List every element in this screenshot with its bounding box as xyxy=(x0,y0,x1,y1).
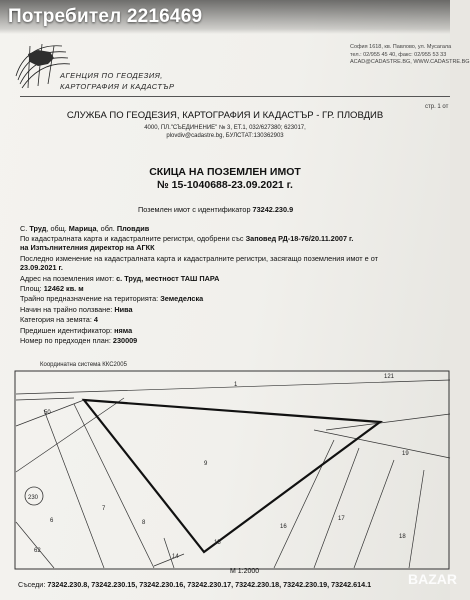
address-value: с. Труд, местност ТАШ ПАРА xyxy=(116,274,220,283)
map-scale: М 1:2000 xyxy=(230,568,260,575)
map-frame xyxy=(15,371,449,569)
approval-line xyxy=(20,234,353,243)
approval-order: Заповед РД-18-76/20.11.2007 г. xyxy=(245,234,354,243)
parcel-label: 16 xyxy=(280,524,287,530)
contact-line-3: ACAD@CADASTRE.BG, WWW.CADASTRE.BG xyxy=(350,59,470,65)
last-change-text: Последно изменение на кадастралната карта и кадастралните регистри, засягащо поземления имот е от xyxy=(20,254,378,263)
document-number: № 15-1040688-23.09.2021 г. xyxy=(157,179,293,191)
parcel-label: 121 xyxy=(384,374,395,380)
parcel-label: 19 xyxy=(402,451,409,457)
usage-line xyxy=(20,305,133,314)
address-line xyxy=(20,274,219,283)
parcel-label: 62 xyxy=(34,548,41,554)
coordinate-system-label: Координатна система ККС2005 xyxy=(40,362,127,368)
prev-plan-line xyxy=(20,336,137,345)
parcel-label: 18 xyxy=(399,534,406,540)
prev-plan-label: Номер по предходен план: xyxy=(20,336,111,345)
last-change-date: 23.09.2021 г. xyxy=(20,263,63,272)
parcel-label: 14 xyxy=(172,554,179,560)
office-email: plovdiv@cadastre.bg, БУЛСТАТ:130362903 xyxy=(166,133,284,139)
prev-id-line xyxy=(20,326,132,335)
last-change-date-line xyxy=(20,263,63,272)
usage-value: Нива xyxy=(114,305,133,314)
category-label: Категория на земята: xyxy=(20,315,92,324)
bazar-watermark-icon xyxy=(406,560,457,598)
prev-id-label: Предишен идентификатор: xyxy=(20,326,113,335)
agency-contact xyxy=(350,44,470,67)
area-value: 12462 кв. м xyxy=(43,284,84,293)
location-prefix: С. xyxy=(20,224,28,233)
page-number: стр. 1 от xyxy=(425,104,449,110)
parcel-boundary xyxy=(84,400,380,552)
parcel-label: 1 xyxy=(234,382,238,388)
region-value: Пловдив xyxy=(116,224,150,233)
identifier-label: Поземлен имот с идентификатор xyxy=(138,205,251,214)
usage-label: Начин на трайно ползване: xyxy=(20,305,113,314)
user-overlay-bar xyxy=(0,0,450,34)
region-prefix: , обл. xyxy=(96,224,115,233)
watermark-text: BAZAR xyxy=(408,571,457,587)
parcel-label: 7 xyxy=(102,506,106,512)
agency-name xyxy=(60,70,175,92)
document-title: СКИЦА НА ПОЗЕМЛЕН ИМОТ xyxy=(149,166,301,178)
office-name: СЛУЖБА ПО ГЕОДЕЗИЯ, КАРТОГРАФИЯ И КАДАСТЪР - ГР. ПЛОВДИВ xyxy=(66,110,384,121)
category-value: 4 xyxy=(93,315,98,324)
identifier-line xyxy=(138,205,293,214)
parcel-label: 50 xyxy=(44,410,51,416)
parcel-label: 230 xyxy=(28,495,39,501)
parcel-label: 17 xyxy=(338,516,345,522)
prev-plan-value: 230009 xyxy=(112,336,138,345)
approval-text: По кадастралната карта и кадастралните регистри, одобрени със xyxy=(20,234,244,243)
neighbors-line xyxy=(18,580,371,589)
approval-by-line xyxy=(20,243,155,252)
parcel-label: 6 xyxy=(50,518,54,524)
address-label: Адрес на поземления имот: xyxy=(20,274,115,283)
cadastral-map xyxy=(14,370,450,570)
purpose-value: Земеделска xyxy=(160,294,204,303)
location-line xyxy=(20,224,149,233)
area-line xyxy=(20,284,84,293)
purpose-line xyxy=(20,294,203,303)
municipality-value: Марица xyxy=(68,224,97,233)
prev-id-value: няма xyxy=(114,326,133,335)
parcel-label: 15 xyxy=(214,540,221,546)
category-line xyxy=(20,315,98,324)
parcel-label: 9 xyxy=(204,461,208,467)
contact-line-1: София 1618, кв. Павлово, ул. Мусагала xyxy=(350,44,452,50)
village-value: Труд xyxy=(29,224,47,233)
parcel-label: 8 xyxy=(142,520,146,526)
office-address: 4000, ПЛ."СЪЕДИНЕНИЕ" № 3, ЕТ.1, 032/627380; 623017, xyxy=(144,125,306,131)
last-change-line xyxy=(20,254,378,263)
contact-line-2: тел.: 02/955 45 40, факс: 02/955 53 33 xyxy=(350,51,447,58)
header-divider xyxy=(20,96,450,97)
purpose-label: Трайно предназначение на територията: xyxy=(20,294,159,303)
municipality-prefix: , общ. xyxy=(46,224,67,233)
area-label: Площ: xyxy=(20,284,42,293)
neighbors-value: 73242.230.8, 73242.230.15, 73242.230.16, 73242.230.17, 73242.230.18, 73242.230.19, 73242.614.1 xyxy=(47,580,372,589)
agency-line-1: АГЕНЦИЯ ПО ГЕОДЕЗИЯ, xyxy=(60,71,163,80)
identifier-value: 73242.230.9 xyxy=(252,205,294,214)
agency-line-2: КАРТОГРАФИЯ И КАДАСТЪР xyxy=(60,82,175,91)
approval-by: на Изпълнителния директор на АГКК xyxy=(20,243,155,252)
neighbors-label: Съседи: xyxy=(18,580,46,589)
username-label[interactable]: Потребител 2216469 xyxy=(8,6,203,27)
